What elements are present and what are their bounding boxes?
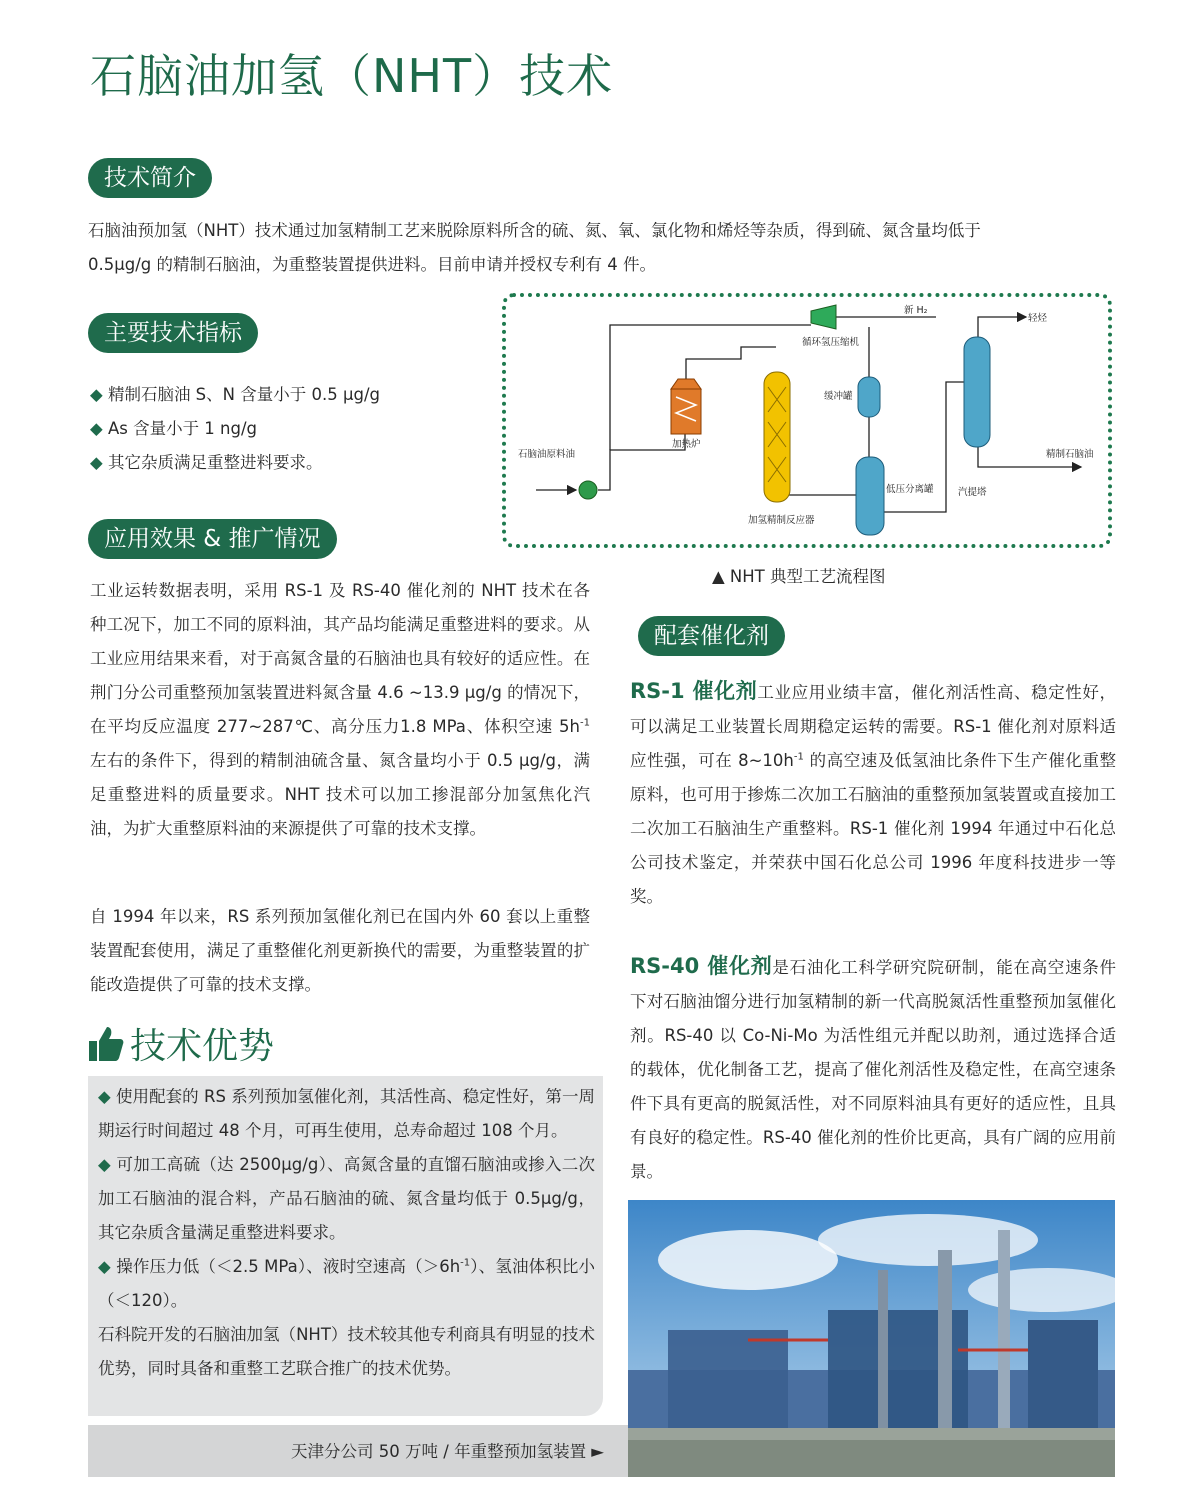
rs40-text: 是石油化工科学研究院研制，能在高空速条件下对石脑油馏分进行加氢精制的新一代高脱氮活性重整预加氢催化剂。RS-40 以 Co-Ni-Mo 为活性组元并配以助剂，通过选择合适的载体，优化制备工艺，提高了催化剂活性及稳定性，在高空速条件下具有更高的脱氮活性，对不同原料油具有更好的适应性，且具有良好的稳定性。RS-40 催化剂的性价比更高，具有广阔的应用前景。 bbox=[630, 958, 1117, 1181]
indicator-item: ◆ As 含量小于 1 ng/g bbox=[90, 412, 490, 446]
application-paragraph-1 bbox=[90, 574, 590, 846]
application-paragraph-2: 自 1994 年以来，RS 系列预加氢催化剂已在国内外 60 套以上重整装置配套使用，满足了重整催化剂更新换代的需要，为重整装置的扩能改造提供了可靠的技术支撑。 bbox=[90, 907, 590, 994]
pump-icon bbox=[579, 481, 597, 499]
rs1-text-b: 的高空速及低氢油比条件下生产催化重整原料，也可用于掺炼二次加工石脑油的重整预加氢装置或直接加工二次加工石脑油生产重整料。RS-1 催化剂 1994 年通过中石化总公司技术鉴定，并荣获中国石化总公司 1996 年度科技进步一等奖。 bbox=[630, 751, 1116, 906]
photo-caption-bar bbox=[88, 1425, 628, 1477]
rs1-paragraph bbox=[630, 674, 1116, 914]
advantages-heading-text: 技术优势 bbox=[130, 1026, 275, 1067]
superscript: -1 bbox=[793, 751, 804, 763]
indicator-item: ◆ 其它杂质满足重整进料要求。 bbox=[90, 446, 490, 480]
superscript: -1 bbox=[460, 1257, 471, 1269]
intro-line-2: 0.5μg/g 的精制石脑油，为重整装置提供进料。目前申请并授权专利有 4 件。 bbox=[88, 255, 656, 274]
advantage-text-a: 操作压力低（＜2.5 MPa）、液时空速高（＞6h bbox=[116, 1257, 461, 1276]
reactor-icon bbox=[764, 372, 790, 502]
page-title: 石脑油加氢（NHT）技术 bbox=[90, 49, 614, 103]
flow-diagram-caption: ▲ NHT 典型工艺流程图 bbox=[712, 567, 886, 586]
section-heading-intro: 技术简介 bbox=[88, 158, 212, 198]
label-reactor: 加氢精制反应器 bbox=[748, 515, 815, 526]
indicator-item: ◆ 精制石脑油 S、N 含量小于 0.5 μg/g bbox=[90, 378, 490, 412]
flow-diagram-svg bbox=[506, 297, 1108, 544]
plant-photo bbox=[628, 1200, 1115, 1477]
intro-paragraph bbox=[88, 214, 1116, 282]
furnace-icon bbox=[671, 379, 701, 434]
separator-icon bbox=[856, 457, 884, 535]
compressor-icon bbox=[811, 305, 836, 329]
advantages-heading bbox=[88, 1018, 274, 1069]
label-product: 精制石脑油 bbox=[1046, 449, 1094, 460]
thumbs-up-icon bbox=[88, 1025, 124, 1063]
label-separator: 低压分离罐 bbox=[886, 484, 934, 495]
label-feed: 石脑油原料油 bbox=[518, 449, 576, 460]
advantage-item: ◆ 可加工高硫（达 2500μg/g）、高氮含量的直馏石脑油或掺入二次加工石脑油的混合料，产品石脑油的硫、氮含量均低于 0.5μg/g，其它杂质含量满足重整进料要求。 bbox=[98, 1148, 595, 1250]
advantage-item bbox=[98, 1250, 595, 1318]
advantage-text-b: ）、氢油体积比小（＜120）。 bbox=[98, 1257, 596, 1310]
advantages-box bbox=[88, 1076, 603, 1416]
label-stripper: 汽提塔 bbox=[958, 487, 987, 498]
section-heading-indicators: 主要技术指标 bbox=[88, 313, 258, 353]
superscript: -1 bbox=[580, 717, 590, 729]
label-new-h2: 新 H₂ bbox=[904, 305, 928, 316]
advantage-note: 石科院开发的石脑油加氢（NHT）技术较其他专利商具有明显的技术优势，同时具备和重整工艺联合推广的技术优势。 bbox=[98, 1325, 595, 1378]
intro-line-1: 石脑油预加氢（NHT）技术通过加氢精制工艺来脱除原料所含的硫、氮、氧、氯化物和烯烃等杂质，得到硫、氮含量均低于 bbox=[88, 221, 981, 240]
section-heading-application: 应用效果 & 推广情况 bbox=[88, 519, 337, 559]
buffer-tank-icon bbox=[858, 377, 880, 417]
rs1-text-a: 工业应用业绩丰富，催化剂活性高、稳定性好，可以满足工业装置长周期稳定运转的需要。RS-1 催化剂对原料适应性强，可在 8~10h bbox=[630, 683, 1117, 770]
label-compressor: 循环氢压缩机 bbox=[802, 337, 860, 348]
photo-caption: 天津分公司 50 万吨 / 年重整预加氢装置 ► bbox=[291, 1442, 604, 1461]
stripper-icon bbox=[964, 337, 990, 447]
advantage-item: ◆ 使用配套的 RS 系列预加氢催化剂，其活性高、稳定性好，第一周期运行时间超过 48 个月，可再生使用，总寿命超过 108 个月。 bbox=[98, 1080, 595, 1148]
label-furnace: 加热炉 bbox=[672, 439, 701, 450]
rs40-name: RS-40 催化剂 bbox=[630, 954, 773, 978]
label-light: 轻烃 bbox=[1028, 313, 1048, 324]
plant-photo-illustration bbox=[628, 1200, 1115, 1477]
rs40-paragraph bbox=[630, 949, 1116, 1189]
section-heading-catalysts: 配套催化剂 bbox=[638, 616, 785, 656]
indicator-list bbox=[90, 378, 490, 480]
label-buffer: 缓冲罐 bbox=[824, 391, 853, 402]
process-flow-diagram bbox=[502, 293, 1112, 548]
application-text-b: 左右的条件下，得到的精制油硫含量、氮含量均小于 0.5 μg/g，满足重整进料的质量要求。NHT 技术可以加工掺混部分加氢焦化汽油，为扩大重整原料油的来源提供了可靠的技术支撑。 bbox=[90, 751, 590, 838]
rs1-name: RS-1 催化剂 bbox=[630, 679, 758, 703]
application-text-a: 工业运转数据表明，采用 RS-1 及 RS-40 催化剂的 NHT 技术在各种工况下，加工不同的原料油，其产品均能满足重整进料的要求。从工业应用结果来看，对于高氮含量的石脑油也具有较好的适应性。在荆门分公司重整预加氢装置进料氮含量 4.6 ~13.9 μg/g 的情况下，在平均反应温度 277~287℃、高分压力1.8 MPa、体积空速 5h bbox=[90, 581, 590, 736]
